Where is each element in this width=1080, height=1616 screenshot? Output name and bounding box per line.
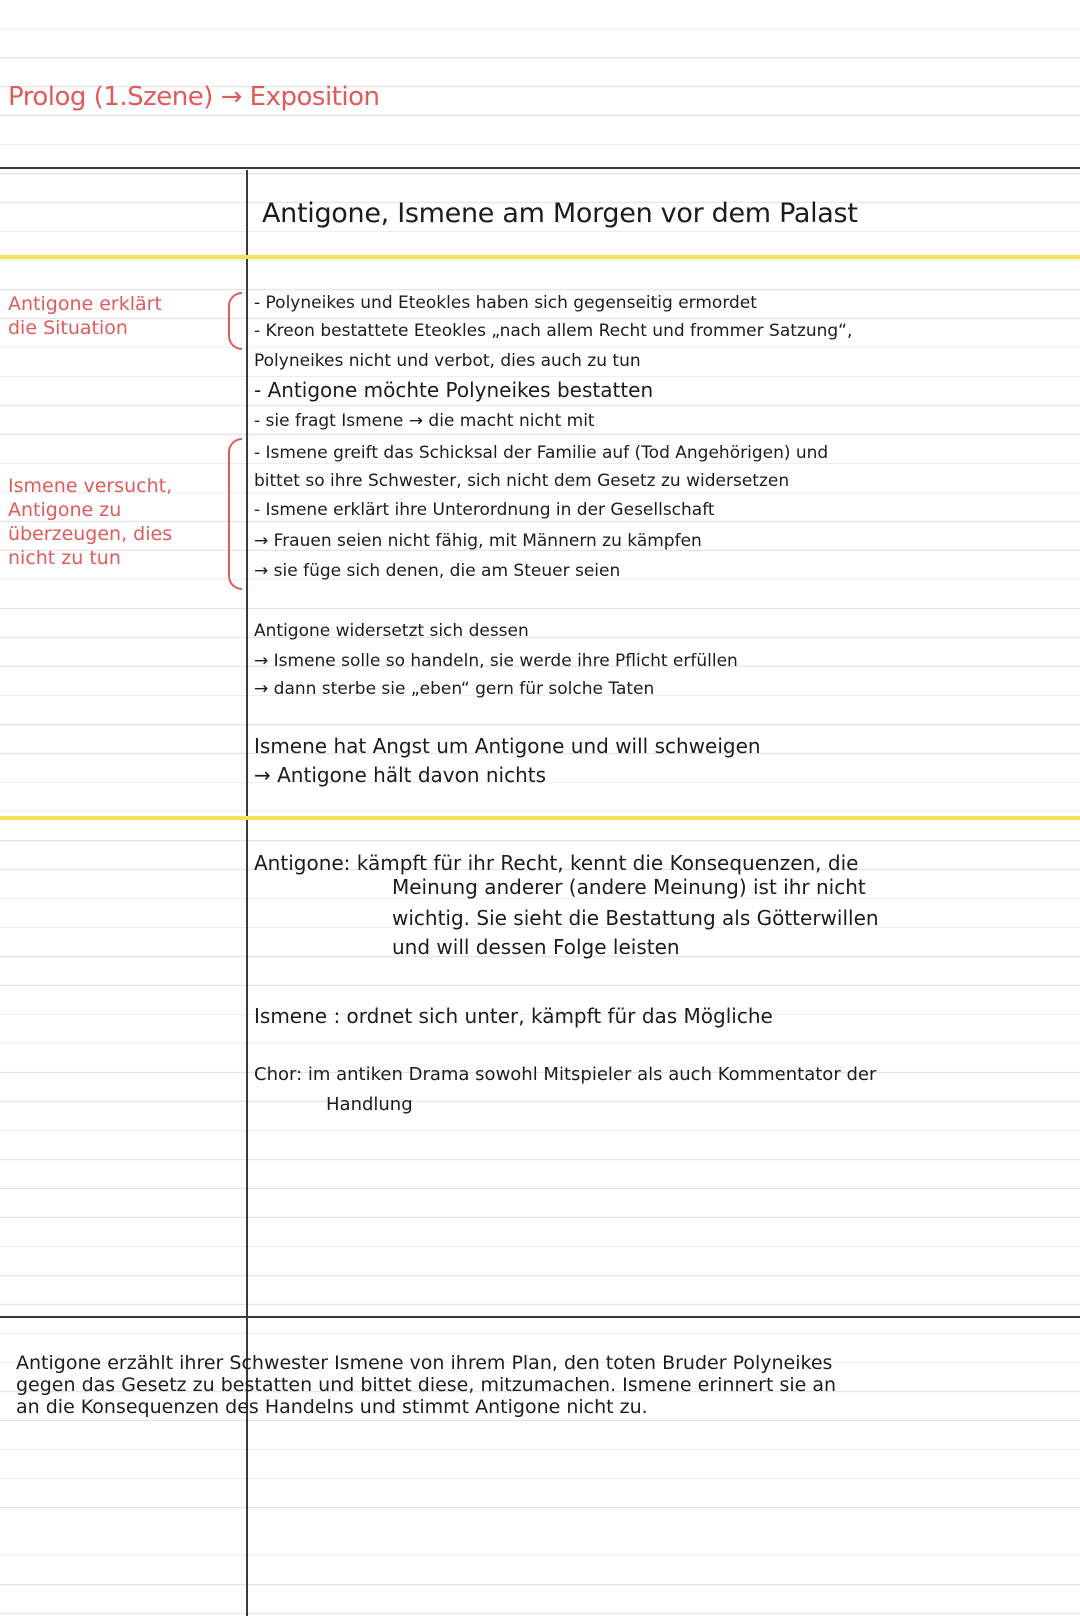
character-antigone: und will dessen Folge leisten <box>392 935 680 959</box>
side-note-line: die Situation <box>8 317 128 339</box>
highlight-line-1 <box>0 255 1080 259</box>
side-note-line: überzeugen, dies <box>8 523 173 545</box>
character-ismene: Ismene : ordnet sich unter, kämpft für das Mögliche <box>254 1004 773 1028</box>
divider-top <box>0 167 1080 169</box>
side-note-ismene <box>8 474 172 570</box>
note-line: Polyneikes nicht und verbot, dies auch zu tun <box>254 351 641 371</box>
bracket-antigone <box>228 292 242 350</box>
note-line: - Ismene erklärt ihre Unterordnung in der Gesellschaft <box>254 500 715 520</box>
note-line: - Ismene greift das Schicksal der Familie auf (Tod Angehörigen) und <box>254 443 829 463</box>
character-antigone: Antigone: kämpft für ihr Recht, kennt die Konsequenzen, die <box>254 851 859 875</box>
note-line: Antigone widersetzt sich dessen <box>254 621 529 641</box>
summary-line: gegen das Gesetz zu bestatten und bittet diese, mitzumachen. Ismene erinnert sie an <box>16 1374 837 1396</box>
side-note-antigone <box>8 292 162 340</box>
note-line: → sie füge sich denen, die am Steuer seien <box>254 561 621 581</box>
note-line: bittet so ihre Schwester, sich nicht dem Gesetz zu widersetzen <box>254 471 790 491</box>
summary-line: Antigone erzählt ihrer Schwester Ismene von ihrem Plan, den toten Bruder Polyneikes <box>16 1352 833 1374</box>
note-line: - Kreon bestattete Eteokles „nach allem Recht und frommer Satzung“, <box>254 321 853 341</box>
divider-bottom <box>0 1316 1080 1318</box>
side-note-line: Antigone erklärt <box>8 293 162 315</box>
note-line: - Antigone möchte Polyneikes bestatten <box>254 378 654 402</box>
summary <box>16 1352 1072 1418</box>
summary-line: an die Konsequenzen des Handelns und stimmt Antigone nicht zu. <box>16 1396 648 1418</box>
character-chor: Handlung <box>326 1094 413 1115</box>
scene-title: Antigone, Ismene am Morgen vor dem Palast <box>262 198 858 229</box>
character-antigone: Meinung anderer (andere Meinung) ist ihr nicht <box>392 875 866 899</box>
character-chor: Chor: im antiken Drama sowohl Mitspieler als auch Kommentator der <box>254 1064 877 1085</box>
note-line: → dann sterbe sie „eben“ gern für solche Taten <box>254 679 655 699</box>
note-line: Ismene hat Angst um Antigone und will schweigen <box>254 734 761 758</box>
character-antigone: wichtig. Sie sieht die Bestattung als Götterwillen <box>392 906 879 930</box>
page-heading: Prolog (1.Szene) → Exposition <box>8 82 380 112</box>
note-line: → Ismene solle so handeln, sie werde ihre Pflicht erfüllen <box>254 651 738 671</box>
side-note-line: nicht zu tun <box>8 547 121 569</box>
note-line: - sie fragt Ismene → die macht nicht mit <box>254 411 595 431</box>
note-line: - Polyneikes und Eteokles haben sich gegenseitig ermordet <box>254 293 757 313</box>
note-line: → Antigone hält davon nichts <box>254 763 547 787</box>
bracket-ismene <box>228 438 242 590</box>
highlight-line-2 <box>0 816 1080 820</box>
side-note-line: Ismene versucht, <box>8 475 173 497</box>
note-line: → Frauen seien nicht fähig, mit Männern zu kämpfen <box>254 531 702 551</box>
side-note-line: Antigone zu <box>8 499 122 521</box>
